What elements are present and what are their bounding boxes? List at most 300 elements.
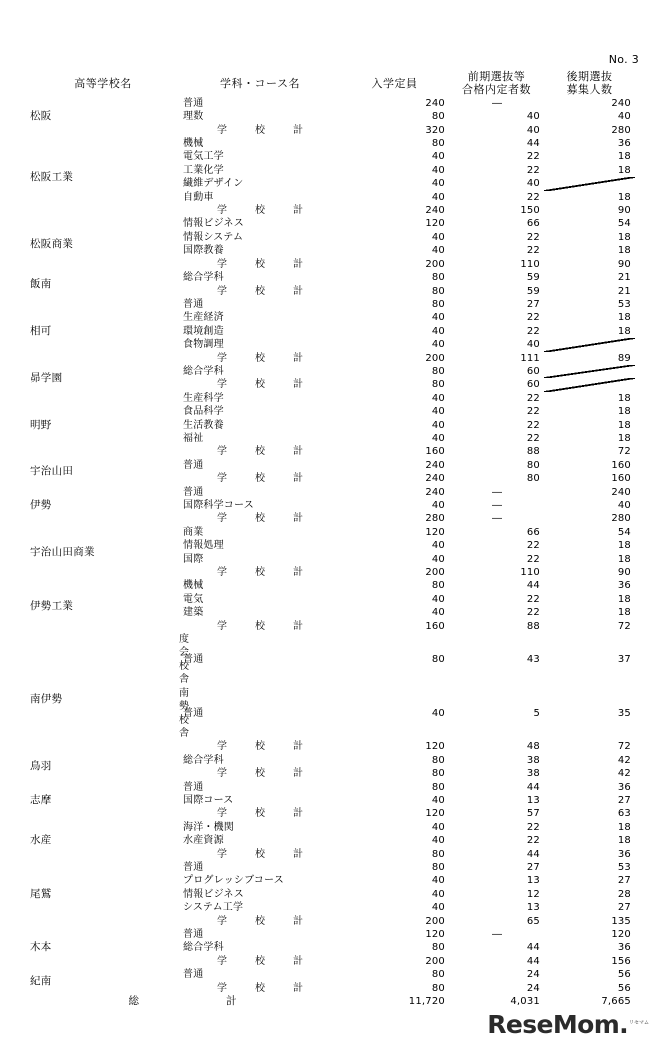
department-name: 総合学科 — [183, 942, 224, 954]
early-selection-value: 22 — [526, 312, 540, 324]
school-total-label: 学 校 計 — [217, 124, 312, 136]
school-total-capacity: 200 — [425, 567, 445, 579]
department-name: 普通 — [183, 459, 204, 471]
early-selection-value: 22 — [526, 151, 540, 163]
table-row — [26, 781, 635, 794]
school-total-late: 72 — [617, 446, 631, 458]
school-total-early: 57 — [526, 808, 540, 820]
capacity-value: 40 — [431, 406, 445, 418]
capacity-value: 40 — [431, 540, 445, 552]
department-name: 普通 — [183, 486, 204, 498]
early-selection-value: 13 — [526, 902, 540, 914]
department-name: 福祉 — [183, 432, 204, 444]
late-selection-value-empty-slash — [544, 365, 635, 378]
school-name: 木本 — [30, 941, 52, 954]
capacity-value: 120 — [425, 929, 445, 940]
late-selection-value: 18 — [617, 553, 631, 565]
early-selection-value: 13 — [526, 794, 540, 806]
school-total-label: 学 校 計 — [217, 848, 312, 860]
capacity-value: 40 — [431, 178, 445, 190]
school-name: 水産 — [30, 834, 52, 847]
school-name-cell — [26, 217, 180, 271]
sub-campus-label: 南勢校舎 — [179, 687, 190, 739]
school-total-late: 36 — [617, 848, 631, 860]
capacity-value: 80 — [431, 272, 445, 284]
school-name-cell — [26, 459, 180, 486]
department-name: 普通 — [183, 707, 204, 719]
sub-campus-label: 度会校舎 — [179, 634, 190, 686]
late-selection-value: 18 — [617, 231, 631, 243]
grand-total-row — [26, 995, 635, 1008]
school-total-capacity: 240 — [425, 473, 445, 485]
late-selection-value: 18 — [617, 325, 631, 337]
department-name: 総合学科 — [183, 272, 224, 284]
capacity-value: 40 — [431, 432, 445, 444]
school-total-late: 89 — [617, 352, 631, 364]
capacity-value: 40 — [431, 312, 445, 324]
capacity-value: 40 — [431, 875, 445, 887]
late-selection-value: 28 — [617, 888, 631, 900]
capacity-value: 40 — [431, 707, 445, 719]
late-selection-value: 240 — [611, 97, 631, 109]
late-selection-value: 160 — [611, 459, 631, 471]
late-selection-value: 27 — [617, 794, 631, 806]
department-name: 国際科学コース — [183, 500, 254, 511]
early-selection-value: 24 — [526, 969, 540, 981]
school-name: 紀南 — [30, 974, 52, 987]
department-name: 普通 — [183, 861, 204, 873]
school-total-late-empty-slash — [544, 378, 635, 391]
late-selection-value: 27 — [617, 875, 631, 887]
school-total-label: 学 校 計 — [217, 473, 312, 485]
capacity-value: 40 — [431, 553, 445, 565]
school-total-early: 48 — [526, 741, 540, 753]
early-selection-value: 22 — [526, 540, 540, 552]
table-row — [26, 459, 635, 472]
table-row — [26, 217, 635, 230]
late-selection-value: 54 — [617, 218, 631, 230]
capacity-value: 240 — [425, 486, 445, 498]
school-total-capacity: 80 — [431, 379, 445, 391]
department-name: 自動車 — [183, 191, 214, 203]
early-selection-value: 12 — [526, 888, 540, 900]
early-selection-value: 22 — [526, 392, 540, 404]
school-total-early: 80 — [526, 473, 540, 485]
school-total-late: 135 — [611, 915, 631, 927]
school-name: 志摩 — [30, 793, 52, 806]
early-selection-value: 59 — [526, 272, 540, 284]
late-selection-value: 18 — [617, 164, 631, 176]
department-name: 機械 — [183, 580, 204, 592]
school-total-late: 90 — [617, 258, 631, 270]
department-name: 国際教養 — [183, 245, 224, 257]
department-name: 情報ビジネス — [183, 218, 244, 230]
late-selection-value: 36 — [617, 942, 631, 954]
school-total-capacity: 200 — [425, 915, 445, 927]
department-name: 普通 — [183, 929, 204, 940]
school-total-early: ― — [492, 513, 501, 525]
table-row — [26, 298, 635, 311]
early-selection-value: 22 — [526, 245, 540, 257]
department-name: 生活教養 — [183, 419, 224, 431]
department-name: 理数 — [183, 111, 204, 123]
capacity-value: 40 — [431, 392, 445, 404]
school-name: 相可 — [30, 324, 52, 337]
school-name: 鳥羽 — [30, 760, 52, 773]
early-selection-value: 22 — [526, 191, 540, 203]
late-selection-value: 36 — [617, 781, 631, 793]
resemom-watermark — [487, 1010, 649, 1039]
table-row — [26, 821, 635, 834]
school-total-label: 学 校 計 — [217, 620, 312, 632]
early-selection-value: 27 — [526, 861, 540, 873]
school-total-late: 72 — [617, 620, 631, 632]
school-name: 飯南 — [30, 277, 52, 290]
late-selection-value: 18 — [617, 593, 631, 605]
school-total-early: 110 — [520, 567, 540, 579]
early-selection-value: 22 — [526, 419, 540, 431]
header-early-line2: 合格内定者数 — [462, 83, 531, 97]
school-name-cell — [26, 579, 180, 633]
early-selection-value: 22 — [526, 593, 540, 605]
school-total-capacity: 200 — [425, 258, 445, 270]
school-total-label: 学 校 計 — [217, 808, 312, 820]
school-name: 松阪工業 — [30, 170, 74, 183]
department-name: システム工学 — [183, 902, 244, 914]
school-name-cell — [26, 968, 180, 995]
department-name: 情報処理 — [183, 540, 224, 552]
school-total-early: 59 — [526, 285, 540, 297]
school-name-cell — [26, 526, 180, 580]
department-name: 建築 — [183, 607, 204, 619]
school-total-label: 学 校 計 — [217, 741, 312, 753]
school-name-cell — [26, 137, 180, 217]
capacity-value: 120 — [425, 526, 445, 538]
capacity-value: 80 — [431, 365, 445, 377]
admission-quota-table — [26, 70, 635, 1008]
school-name-cell — [26, 781, 180, 821]
school-total-label: 学 校 計 — [217, 379, 312, 391]
early-selection-value: 38 — [526, 754, 540, 766]
late-selection-value: 120 — [611, 929, 631, 940]
department-name: 情報ビジネス — [183, 888, 244, 900]
watermark-text: ReseMom. — [487, 1010, 629, 1039]
late-selection-value: 36 — [617, 138, 631, 150]
table-row — [26, 968, 635, 981]
school-total-late: 90 — [617, 205, 631, 217]
late-selection-value: 56 — [617, 969, 631, 981]
early-selection-value: ― — [492, 500, 501, 511]
school-name: 伊勢工業 — [30, 599, 74, 612]
early-selection-value: 80 — [526, 459, 540, 471]
department-name: 食物調理 — [183, 339, 224, 351]
header-early-line1: 前期選抜等 — [467, 70, 526, 83]
school-total-early: 111 — [520, 352, 540, 364]
capacity-value: 40 — [431, 821, 445, 833]
grand-total-early: 4,031 — [510, 996, 540, 1008]
grand-total-label — [26, 995, 340, 1008]
school-total-early: 40 — [526, 124, 540, 136]
school-total-late: 21 — [617, 285, 631, 297]
late-selection-value-empty-slash — [544, 338, 635, 351]
department-name: 環境創造 — [183, 325, 224, 337]
school-name-cell — [26, 392, 180, 459]
late-selection-value: 18 — [617, 406, 631, 418]
early-selection-value: 22 — [526, 553, 540, 565]
department-name: 普通 — [183, 781, 204, 793]
school-name: 松阪 — [30, 110, 52, 123]
school-total-late: 72 — [617, 741, 631, 753]
late-selection-value: 240 — [611, 486, 631, 498]
department-name: 普通 — [183, 654, 204, 666]
early-selection-value: 44 — [526, 781, 540, 793]
early-selection-value: 43 — [526, 654, 540, 666]
school-name: 伊勢 — [30, 499, 52, 511]
department-name: 電気 — [183, 593, 204, 605]
early-selection-value: 44 — [526, 580, 540, 592]
late-selection-value: 18 — [617, 312, 631, 324]
department-name: プログレッシブコース — [183, 875, 284, 887]
department-name: 海洋・機関 — [183, 821, 234, 833]
department-name: 商業 — [183, 526, 204, 538]
late-selection-value: 21 — [617, 272, 631, 284]
late-selection-value: 18 — [617, 540, 631, 552]
school-name: 松阪商業 — [30, 237, 74, 250]
early-selection-value: ― — [492, 929, 501, 940]
school-total-early: 88 — [526, 620, 540, 632]
late-selection-value: 18 — [617, 835, 631, 847]
late-selection-value: 40 — [617, 500, 631, 511]
department-name: 総合学科 — [183, 754, 224, 766]
school-total-capacity: 80 — [431, 285, 445, 297]
early-selection-value: 40 — [526, 339, 540, 351]
school-total-label: 学 校 計 — [217, 205, 312, 217]
school-total-capacity: 280 — [425, 513, 445, 525]
late-selection-value: 35 — [617, 707, 631, 719]
school-name-cell — [26, 271, 180, 298]
school-total-label: 学 校 計 — [217, 915, 312, 927]
school-total-late: 90 — [617, 567, 631, 579]
school-total-early: 44 — [526, 955, 540, 967]
school-total-label: 学 校 計 — [217, 513, 312, 525]
capacity-value: 80 — [431, 942, 445, 954]
grand-total-capacity: 11,720 — [408, 996, 445, 1008]
capacity-value: 40 — [431, 593, 445, 605]
school-name: 宇治山田 — [30, 465, 74, 478]
early-selection-value: 22 — [526, 325, 540, 337]
capacity-value: 80 — [431, 969, 445, 981]
late-selection-value: 18 — [617, 151, 631, 163]
early-selection-value: ― — [492, 97, 501, 109]
capacity-value: 40 — [431, 191, 445, 203]
early-selection-value: 22 — [526, 835, 540, 847]
capacity-value: 80 — [431, 781, 445, 793]
school-total-early: 88 — [526, 446, 540, 458]
school-total-capacity: 200 — [425, 955, 445, 967]
capacity-value: 80 — [431, 111, 445, 123]
grand-total-late: 7,665 — [601, 996, 631, 1008]
early-selection-value: 22 — [526, 821, 540, 833]
department-name: 生産経済 — [183, 312, 224, 324]
header-early-selection — [449, 70, 544, 97]
early-selection-value: 40 — [526, 178, 540, 190]
early-selection-value: 66 — [526, 218, 540, 230]
school-name-cell — [26, 97, 180, 137]
header-late-line1: 後期選抜 — [566, 70, 613, 83]
school-total-late: 156 — [611, 955, 631, 967]
late-selection-value: 42 — [617, 754, 631, 766]
department-name: 生産科学 — [183, 392, 224, 404]
header-capacity: 入学定員 — [371, 76, 418, 90]
department-name: 国際 — [183, 553, 204, 565]
school-total-early: 44 — [526, 848, 540, 860]
department-name: 普通 — [183, 97, 204, 109]
early-selection-value: 22 — [526, 164, 540, 176]
table-row — [26, 486, 635, 499]
department-name: 普通 — [183, 969, 204, 981]
school-name-cell — [26, 928, 180, 968]
department-name: 機械 — [183, 138, 204, 150]
late-selection-value: 18 — [617, 821, 631, 833]
early-selection-value: 5 — [533, 707, 540, 719]
department-name: 総合学科 — [183, 365, 224, 377]
late-selection-value: 18 — [617, 245, 631, 257]
table-row — [26, 365, 635, 378]
capacity-value: 40 — [431, 325, 445, 337]
late-selection-value: 40 — [617, 111, 631, 123]
school-total-label: 学 校 計 — [217, 768, 312, 780]
header-department: 学科・コース名 — [220, 76, 300, 90]
table-body — [26, 97, 635, 1009]
capacity-value: 40 — [431, 500, 445, 511]
capacity-value: 80 — [431, 754, 445, 766]
school-total-capacity: 120 — [425, 741, 445, 753]
header-late-line2: 募集人数 — [566, 83, 613, 97]
late-selection-value: 37 — [617, 654, 631, 666]
late-selection-value: 36 — [617, 580, 631, 592]
department-name: 普通 — [183, 298, 204, 310]
department-name: 食品科学 — [183, 406, 224, 418]
table-row — [26, 97, 635, 110]
school-total-late: 56 — [617, 982, 631, 994]
early-selection-value: 22 — [526, 231, 540, 243]
capacity-value: 240 — [425, 97, 445, 109]
capacity-value: 40 — [431, 835, 445, 847]
capacity-value: 80 — [431, 861, 445, 873]
school-total-label: 学 校 計 — [217, 955, 312, 967]
capacity-value: 80 — [431, 298, 445, 310]
late-selection-value: 18 — [617, 607, 631, 619]
department-name: 情報システム — [183, 231, 244, 243]
school-total-early: 60 — [526, 379, 540, 391]
table-header-row — [26, 70, 635, 97]
school-name-cell — [26, 365, 180, 392]
early-selection-value: 27 — [526, 298, 540, 310]
school-total-early: 24 — [526, 982, 540, 994]
school-total-capacity: 160 — [425, 446, 445, 458]
early-selection-value: 22 — [526, 607, 540, 619]
early-selection-value: 60 — [526, 365, 540, 377]
school-total-capacity: 80 — [431, 768, 445, 780]
capacity-value: 40 — [431, 888, 445, 900]
header-school: 高等学校名 — [74, 76, 132, 90]
capacity-value: 40 — [431, 231, 445, 243]
school-name: 昴学園 — [30, 371, 63, 384]
school-total-late: 280 — [611, 124, 631, 136]
page-number-label: No. 3 — [608, 53, 639, 66]
table-row — [26, 928, 635, 941]
capacity-value: 240 — [425, 459, 445, 471]
school-total-capacity: 320 — [425, 124, 445, 136]
grand-total-label-1: 総 — [128, 995, 140, 1008]
late-selection-value: 18 — [617, 392, 631, 404]
school-total-capacity: 240 — [425, 205, 445, 217]
early-selection-value: 66 — [526, 526, 540, 538]
early-selection-value: 44 — [526, 942, 540, 954]
school-total-label: 学 校 計 — [217, 285, 312, 297]
capacity-value: 40 — [431, 419, 445, 431]
school-total-label: 学 校 計 — [217, 567, 312, 579]
late-selection-value: 18 — [617, 191, 631, 203]
capacity-value: 80 — [431, 580, 445, 592]
capacity-value: 40 — [431, 794, 445, 806]
school-name: 尾鷲 — [30, 887, 52, 900]
capacity-value: 40 — [431, 245, 445, 257]
department-name: 電気工学 — [183, 151, 224, 163]
school-name-cell — [26, 486, 180, 526]
table-row — [26, 392, 635, 405]
school-total-capacity: 200 — [425, 352, 445, 364]
capacity-value: 80 — [431, 654, 445, 666]
early-selection-value: 44 — [526, 138, 540, 150]
early-selection-value: 22 — [526, 432, 540, 444]
early-selection-value: ― — [492, 486, 501, 498]
grand-total-label-2: 計 — [226, 995, 238, 1008]
school-total-early: 65 — [526, 915, 540, 927]
school-total-label: 学 校 計 — [217, 982, 312, 994]
table-row — [26, 137, 635, 150]
late-selection-value: 27 — [617, 902, 631, 914]
school-total-early: 110 — [520, 258, 540, 270]
late-selection-value: 54 — [617, 526, 631, 538]
school-total-label: 学 校 計 — [217, 258, 312, 270]
early-selection-value: 40 — [526, 111, 540, 123]
school-total-early: 150 — [520, 205, 540, 217]
late-selection-value: 18 — [617, 419, 631, 431]
late-selection-value: 53 — [617, 298, 631, 310]
capacity-value: 40 — [431, 164, 445, 176]
capacity-value: 40 — [431, 902, 445, 914]
table-row — [26, 754, 635, 767]
school-total-late: 160 — [611, 473, 631, 485]
early-selection-value: 22 — [526, 406, 540, 418]
capacity-value: 40 — [431, 339, 445, 351]
school-name-cell — [26, 754, 180, 781]
school-total-capacity: 120 — [425, 808, 445, 820]
department-name: 工業化学 — [183, 164, 224, 176]
department-name: 繊維デザイン — [183, 178, 244, 190]
capacity-value: 80 — [431, 138, 445, 150]
table-row — [26, 526, 635, 539]
table-header — [26, 70, 635, 97]
watermark-superscript: リセマム — [629, 1019, 649, 1026]
school-total-late: 42 — [617, 768, 631, 780]
school-total-label: 学 校 計 — [217, 352, 312, 364]
school-name-cell — [26, 821, 180, 861]
table-row — [26, 579, 635, 592]
school-total-late: 280 — [611, 513, 631, 525]
early-selection-value: 13 — [526, 875, 540, 887]
